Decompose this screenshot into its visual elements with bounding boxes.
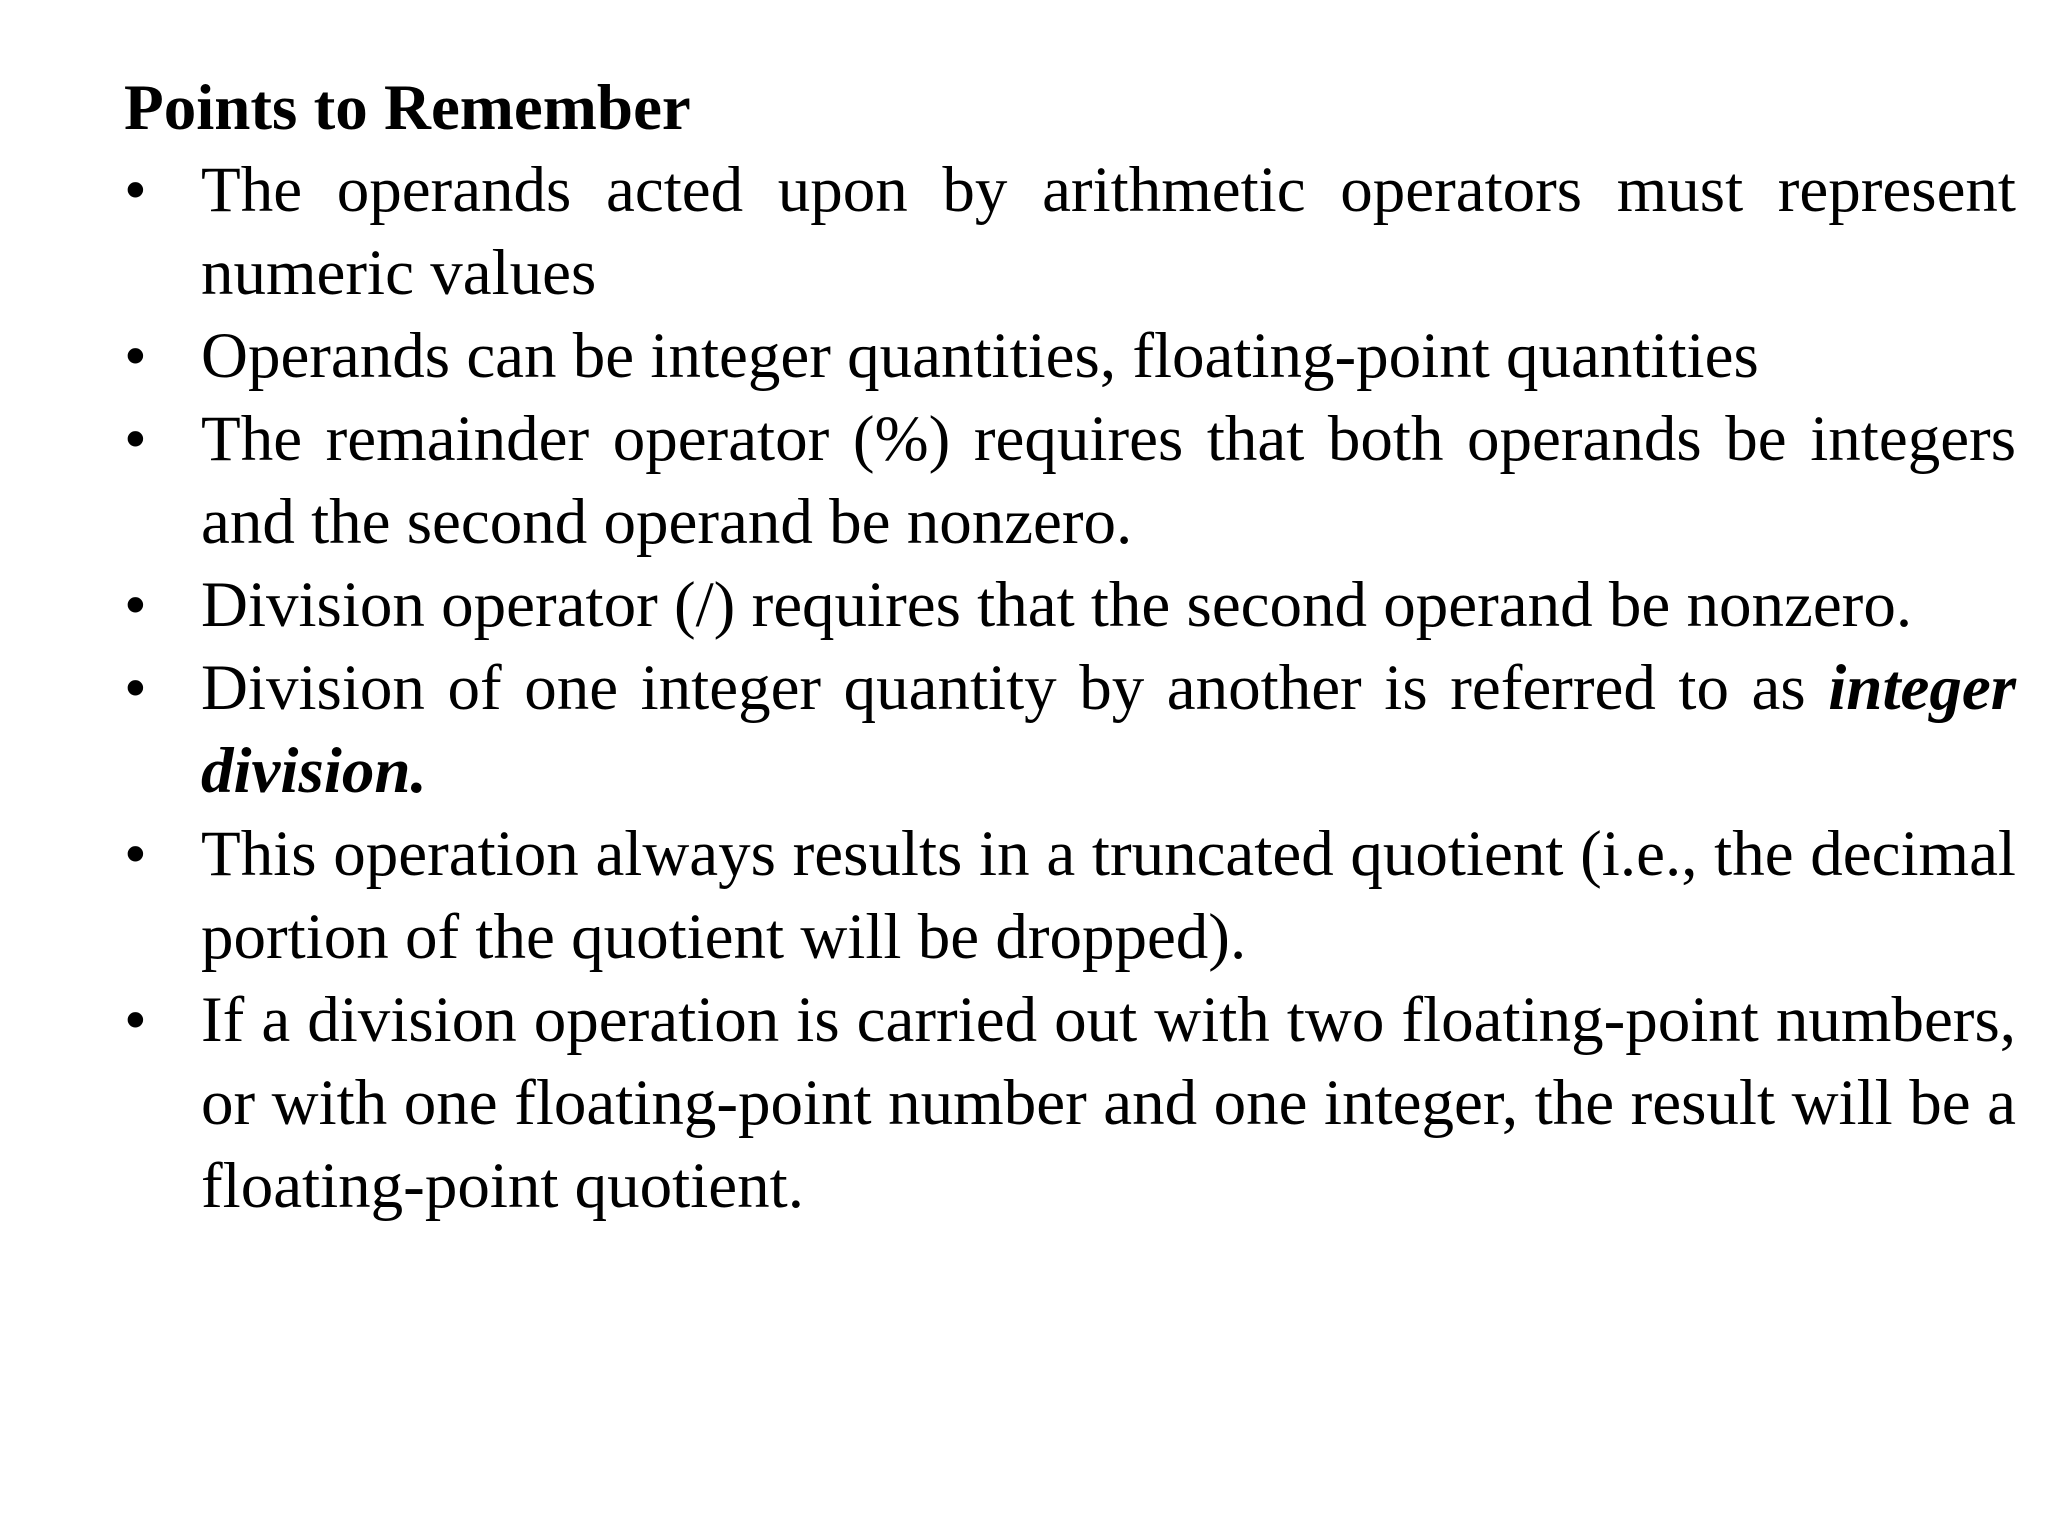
bullet-item-truncated-quotient [124,813,2016,979]
bullet-list [124,149,2016,1228]
bullet-icon: • [124,154,147,226]
bullet-text: The remainder operator (%) requires that both operands be integers and the second operand be nonzero. [201,403,2016,558]
bullet-icon: • [124,569,147,641]
bullet-icon: • [124,320,147,392]
bullet-text: The operands acted upon by arithmetic operators must represent numeric values [201,154,2016,309]
slide-heading: Points to Remember [124,72,691,144]
bullet-icon: • [124,652,147,724]
bullet-icon: • [124,984,147,1056]
bullet-icon: • [124,818,147,890]
bullet-item-floating-point-quotient [124,979,2016,1228]
bullet-icon: • [124,403,147,475]
bullet-item-division-operator [124,564,2016,647]
bullet-text: Operands can be integer quantities, floating-point quantities [201,320,1759,392]
bullet-text: Division of one integer quantity by another is referred to as [201,652,1829,724]
bullet-text: This operation always results in a truncated quotient (i.e., the decimal portion of the quotient will be dropped). [201,818,2016,973]
emphasized-term: integer division. [201,652,2016,807]
bullet-text: If a division operation is carried out with two floating-point numbers, or with one floating-point number and one integer, the result will be a floating-point quotient. [201,984,2016,1222]
bullet-item-operands-numeric [124,149,2016,315]
bullet-item-operand-types [124,315,2016,398]
bullet-item-integer-division [124,647,2016,813]
bullet-text: Division operator (/) requires that the second operand be nonzero. [201,569,1913,641]
bullet-item-remainder-operator [124,398,2016,564]
